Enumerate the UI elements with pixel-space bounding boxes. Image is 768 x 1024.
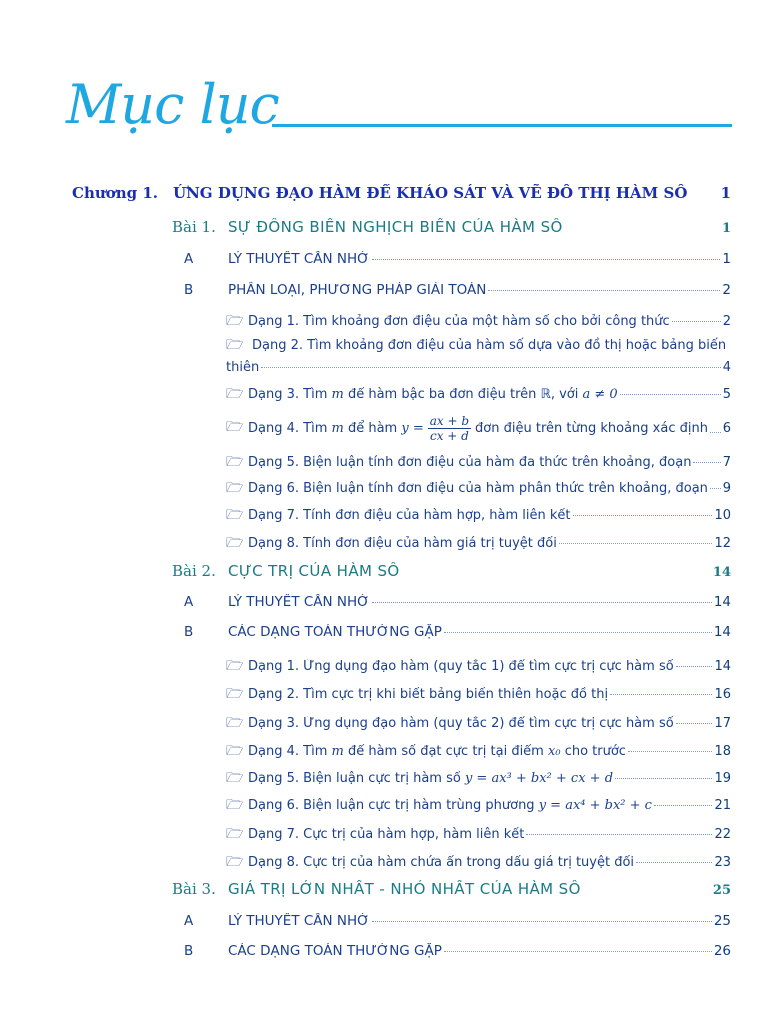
item-title-cont: thiên	[226, 360, 260, 375]
toc-item[interactable]	[226, 334, 731, 379]
toc-section[interactable]	[184, 913, 731, 929]
section-title: CÁC DẠNG TOÁN THƯỜNG GẶP	[228, 943, 442, 959]
toc-lesson[interactable]	[172, 218, 731, 236]
item-title: Dạng 3. Ứng dụng đạo hàm (quy tắc 2) để tìm cực trị cực hàm số	[248, 716, 674, 731]
dot-leader	[488, 290, 720, 291]
item-page: 23	[714, 855, 731, 870]
item-page: 5	[722, 387, 731, 402]
item-title: Dạng 7. Tính đơn điệu của hàm hợp, hàm liên kết	[248, 508, 571, 523]
toc-lesson[interactable]	[172, 562, 731, 580]
toc-item[interactable]	[226, 767, 731, 791]
folder-open-icon: 🗁	[226, 386, 244, 402]
folder-open-icon: 🗁	[226, 419, 244, 435]
dot-leader	[710, 488, 721, 489]
toc-item[interactable]	[226, 794, 731, 818]
section-title: LÝ THUYẾT CẦN NHỚ	[228, 251, 370, 267]
toc-item[interactable]	[226, 740, 731, 764]
dot-leader	[628, 751, 713, 752]
toc-item[interactable]	[226, 477, 731, 501]
item-title: Dạng 6. Biện luận tính đơn điệu của hàm phân thức trên khoảng, đoạn	[248, 481, 708, 496]
toc-item[interactable]	[226, 451, 731, 475]
folder-open-icon: 🗁	[226, 507, 244, 523]
item-page: 18	[714, 744, 731, 759]
lesson-page: 25	[712, 883, 731, 898]
lesson-page: 14	[712, 565, 731, 580]
section-page: 2	[722, 282, 731, 298]
section-title: LÝ THUYẾT CẦN NHỚ	[228, 913, 370, 929]
dot-leader	[610, 694, 712, 695]
section-title: PHÂN LOẠI, PHƯƠNG PHÁP GIẢI TOÁN	[228, 282, 487, 298]
chapter-label: Chương 1.	[72, 184, 159, 202]
dot-leader	[615, 778, 712, 779]
section-label: B	[184, 624, 194, 640]
dot-leader	[372, 602, 712, 603]
section-page: 14	[713, 624, 731, 640]
dot-leader	[444, 632, 712, 633]
toc-item[interactable]	[226, 823, 731, 847]
toc-lesson[interactable]	[172, 880, 731, 898]
dot-leader	[526, 834, 712, 835]
folder-open-icon: 🗁	[226, 535, 244, 551]
toc-section[interactable]	[184, 943, 731, 959]
dot-leader	[710, 432, 721, 433]
item-title: Dạng 2. Tìm cực trị khi biết bảng biến thiên hoặc đồ thị	[248, 687, 609, 702]
toc-item[interactable]	[226, 683, 731, 707]
item-title: Dạng 1. Tìm khoảng đơn điệu của một hàm số cho bởi công thức	[248, 314, 670, 329]
toc-section[interactable]	[184, 624, 731, 640]
dot-leader	[693, 462, 720, 463]
lesson-title: GIÁ TRỊ LỚN NHẤT - NHỎ NHẤT CỦA HÀM SỐ	[228, 880, 581, 898]
folder-open-icon: 🗁	[226, 854, 244, 870]
item-page: 7	[722, 455, 731, 470]
dot-leader	[654, 805, 712, 806]
item-page: 14	[714, 659, 731, 674]
dot-leader	[620, 394, 721, 395]
item-title: Dạng 6. Biện luận cực trị hàm trùng phương y = ax⁴ + bx² + c	[248, 798, 652, 813]
dot-leader	[372, 259, 721, 260]
item-page: 16	[714, 687, 731, 702]
dot-leader	[676, 666, 713, 667]
lesson-title: CỰC TRỊ CỦA HÀM SỐ	[228, 562, 400, 580]
item-page: 19	[714, 771, 731, 786]
item-page: 6	[722, 420, 731, 436]
dot-leader	[573, 515, 713, 516]
item-page: 22	[714, 827, 731, 842]
section-label: A	[184, 251, 194, 267]
toc-item[interactable]	[226, 383, 731, 407]
item-page: 4	[722, 360, 731, 375]
item-title: Dạng 5. Biện luận tính đơn điệu của hàm đa thức trên khoảng, đoạn	[248, 455, 692, 470]
section-label: A	[184, 913, 194, 929]
item-page: 2	[722, 314, 731, 329]
folder-open-icon: 🗁	[226, 743, 244, 759]
section-page: 25	[713, 913, 731, 929]
folder-open-icon: 🗁	[226, 797, 244, 813]
dot-leader	[559, 543, 713, 544]
lesson-label: Bài 2.	[172, 562, 216, 580]
lesson-title: SỰ ĐỒNG BIẾN NGHỊCH BIẾN CỦA HÀM SỐ	[228, 218, 563, 236]
item-title: Dạng 8. Cực trị của hàm chứa ẩn trong dấu giá trị tuyệt đối	[248, 855, 635, 870]
lesson-label: Bài 1.	[172, 218, 216, 236]
folder-open-icon: 🗁	[226, 686, 244, 702]
toc-item[interactable]	[226, 504, 731, 528]
toc-item[interactable]	[226, 408, 731, 448]
item-page: 21	[714, 798, 731, 813]
item-page: 17	[714, 716, 731, 731]
item-title: Dạng 4. Tìm m để hàm y = $\frac{ax + b}{cx + d}$ đơn điệu trên từng khoảng xác định	[248, 413, 708, 443]
item-page: 9	[722, 481, 731, 496]
chapter-title: ỨNG DỤNG ĐẠO HÀM ĐỂ KHẢO SÁT VÀ VẼ ĐỒ THỊ HÀM SỐ	[173, 184, 688, 202]
toc-section[interactable]	[184, 282, 731, 298]
dot-leader	[636, 862, 712, 863]
fraction: $\frac{ax + b}{cx + d}$	[429, 413, 470, 443]
toc-chapter[interactable]	[72, 184, 731, 202]
folder-open-icon: 🗁	[226, 337, 244, 353]
toc-item[interactable]	[226, 310, 731, 334]
folder-open-icon: 🗁	[226, 826, 244, 842]
toc-item[interactable]	[226, 851, 731, 875]
item-page: 10	[714, 508, 731, 523]
lesson-label: Bài 3.	[172, 880, 216, 898]
item-title: Dạng 8. Tính đơn điệu của hàm giá trị tuyệt đối	[248, 536, 557, 551]
section-page: 1	[722, 251, 731, 267]
folder-open-icon: 🗁	[226, 658, 244, 674]
item-title: Dạng 5. Biện luận cực trị hàm số y = ax³ + bx² + cx + d	[248, 771, 614, 786]
dot-leader	[444, 951, 712, 952]
section-page: 26	[713, 943, 731, 959]
toc-item[interactable]	[226, 712, 731, 736]
dot-leader	[676, 723, 713, 724]
dot-leader	[672, 321, 721, 322]
item-title: Dạng 3. Tìm m để hàm bậc ba đơn điệu trên ℝ, với a ≠ 0	[248, 387, 618, 402]
item-title: Dạng 4. Tìm m để hàm số đạt cực trị tại điểm x₀ cho trước	[248, 744, 626, 759]
page-title: Mục lục	[66, 73, 279, 136]
section-page: 14	[713, 594, 731, 610]
toc-item[interactable]	[226, 655, 731, 679]
toc-section[interactable]	[184, 594, 731, 610]
folder-open-icon: 🗁	[226, 454, 244, 470]
dot-leader	[261, 367, 721, 368]
folder-open-icon: 🗁	[226, 313, 244, 329]
folder-open-icon: 🗁	[226, 715, 244, 731]
folder-open-icon: 🗁	[226, 480, 244, 496]
title-rule	[272, 124, 732, 127]
lesson-page: 1	[721, 221, 731, 236]
section-label: A	[184, 594, 194, 610]
toc-item[interactable]	[226, 532, 731, 556]
item-page: 12	[714, 536, 731, 551]
item-title: Dạng 1. Ứng dụng đạo hàm (quy tắc 1) để tìm cực trị cực hàm số	[248, 659, 674, 674]
section-title: CÁC DẠNG TOÁN THƯỜNG GẶP	[228, 624, 442, 640]
section-label: B	[184, 282, 194, 298]
dot-leader	[372, 921, 712, 922]
section-label: B	[184, 943, 194, 959]
item-title: Dạng 7. Cực trị của hàm hợp, hàm liên kết	[248, 827, 525, 842]
folder-open-icon: 🗁	[226, 770, 244, 786]
item-title: Dạng 2. Tìm khoảng đơn điệu của hàm số dựa vào đồ thị hoặc bảng biến	[252, 338, 727, 353]
chapter-page: 1	[720, 184, 731, 202]
section-title: LÝ THUYẾT CẦN NHỚ	[228, 594, 370, 610]
toc-section[interactable]	[184, 251, 731, 267]
